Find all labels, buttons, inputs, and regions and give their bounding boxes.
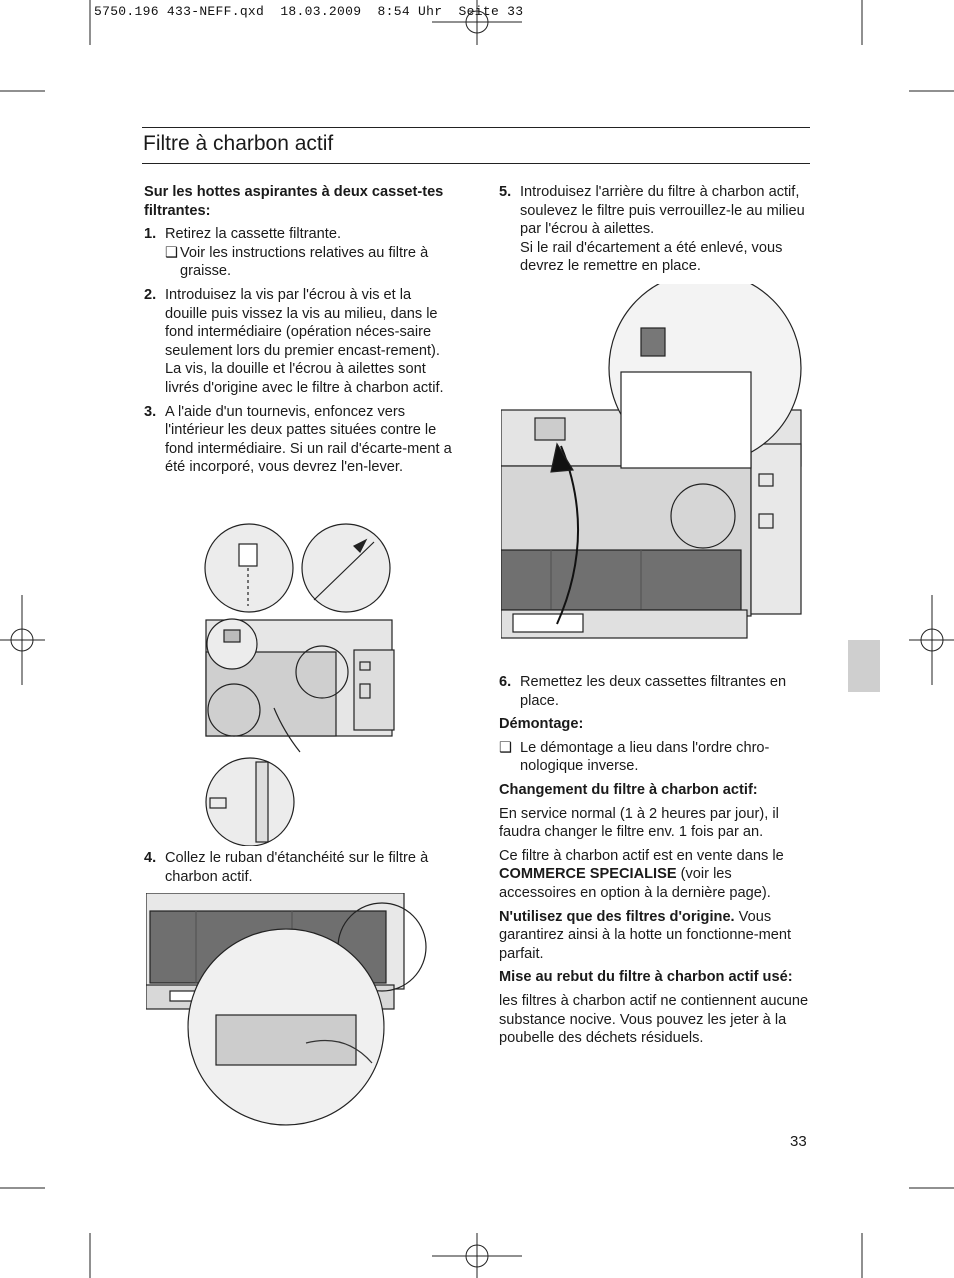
step-4	[144, 849, 456, 891]
step-number: 1.	[144, 226, 157, 243]
note-text: Le démontage a lieu dans l'ordre chro-nologique inverse.	[520, 739, 770, 775]
original-filters-rest: Vous garantirez ainsi à la hotte un fonctionne-ment parfait.	[499, 908, 792, 962]
title-rule-bottom	[142, 163, 810, 164]
step-5	[499, 183, 811, 276]
checkbox-bullet-icon: ❑	[165, 244, 179, 261]
section-heading: Sur les hottes aspirantes à deux casset-tes filtrantes:	[144, 184, 444, 219]
step-text: Collez le ruban d'étanchéité sur le filtre à charbon actif.	[165, 850, 429, 885]
page-number: 33	[790, 1133, 807, 1150]
original-filters-text	[499, 908, 811, 964]
step-text: Introduisez l'arrière du filtre à charbon actif, soulevez le filtre puis verrouillez-le au milieu par l'écrou à ailettes.	[520, 184, 805, 238]
step-number: 4.	[144, 850, 157, 866]
disposal-heading: Mise au rebut du filtre à charbon actif usé:	[499, 969, 793, 986]
step-number: 5.	[499, 184, 512, 200]
sale-text-pre: Ce filtre à charbon actif est en vente dans le	[499, 847, 784, 864]
print-file-header: 5750.196 433-NEFF.qxd 18.03.2009 8:54 Uhr Seite 33	[94, 4, 524, 19]
left-column	[144, 183, 456, 482]
sale-text-post: (voir les accessoires en option à la dernière page).	[499, 866, 771, 901]
note-text: Voir les instructions relatives au filtre à graisse.	[180, 244, 429, 280]
step-number: 6.	[499, 674, 512, 690]
step-text: Introduisez la vis par l'écrou à vis et la douille puis vissez la vis au milieu, dans le fond intermédiaire (opération néces-saire seulement lors du premier encast-rement). La vis, la douille et l'écrou à ailettes sont livrés d'origine avec le filtre à charbon actif.	[165, 286, 444, 396]
figure-screw-mounting	[204, 522, 400, 846]
step-1	[144, 225, 456, 281]
page-title: Filtre à charbon actif	[143, 132, 334, 155]
step-text: A l'aide d'un tournevis, enfoncez vers l'intérieur les deux pattes situées contre le fond intermédiaire. Si un rail d'écarte-ment a été incorporé, vous devrez l'en-lever.	[165, 403, 452, 476]
step-number: 3.	[144, 403, 157, 420]
title-rule-top	[142, 127, 810, 128]
demontage-note	[499, 739, 811, 776]
step-text-note: Si le rail d'écartement a été enlevé, vous devrez le remettre en place.	[520, 239, 783, 275]
step-3	[144, 403, 456, 477]
change-text: En service normal (1 à 2 heures par jour), il faudra changer le filtre env. 1 fois par an.	[499, 805, 779, 841]
step-1-note	[165, 244, 456, 281]
section-thumb-tab	[848, 640, 880, 692]
original-filters-bold: N'utilisez que des filtres d'origine.	[499, 908, 735, 925]
sale-text-bold: COMMERCE SPECIALISE	[499, 866, 677, 883]
step-text: Remettez les deux cassettes filtrantes en place.	[520, 674, 787, 709]
change-heading: Changement du filtre à charbon actif:	[499, 781, 758, 798]
step-2	[144, 286, 456, 398]
demontage-heading: Démontage:	[499, 716, 584, 733]
checkbox-bullet-icon: ❑	[499, 739, 513, 756]
step-number: 2.	[144, 286, 157, 303]
disposal-text: les filtres à charbon actif ne contiennent aucune substance nocive. Vous pouvez les jeter à la poubelle des déchets résiduels.	[499, 992, 809, 1047]
step-text: Retirez la cassette filtrante.	[165, 226, 342, 243]
sale-text	[499, 847, 811, 903]
figure-sealing-tape	[146, 893, 430, 1129]
right-column-bottom	[499, 673, 811, 1053]
step-6	[499, 673, 811, 710]
right-column-top	[499, 183, 811, 281]
figure-insert-filter	[501, 284, 805, 656]
